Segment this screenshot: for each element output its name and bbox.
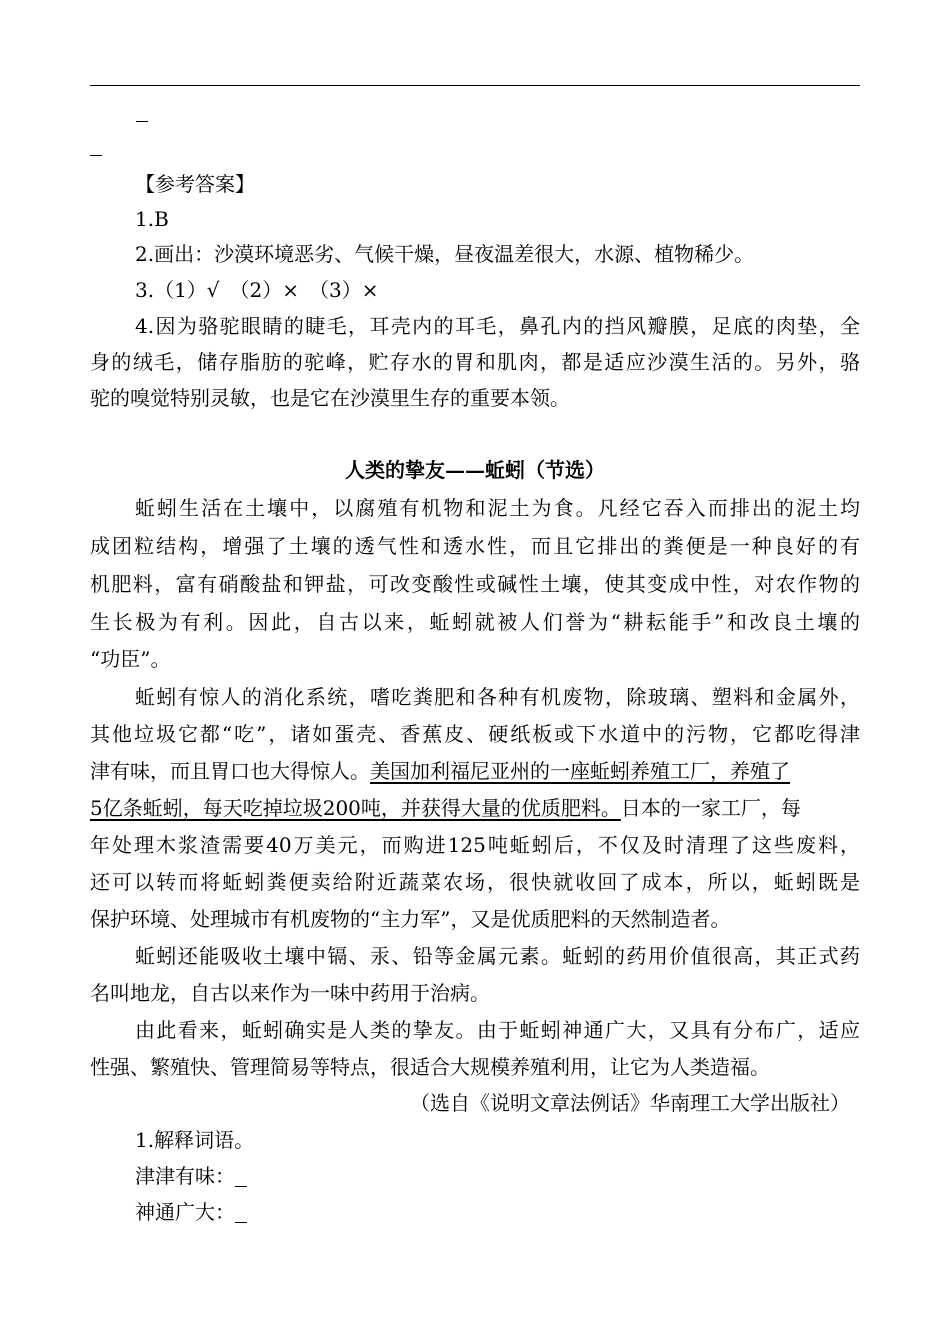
paragraph-2-line: 保护环境、处理城市有机废物的“主力军”，又是优质肥料的天然制造者。 [90, 907, 731, 931]
answer-blank[interactable] [235, 1164, 247, 1187]
answer-4-line: 驼的嗅觉特别灵敏，也是它在沙漠里生存的重要本领。 [90, 386, 570, 410]
term-2-label: 神通广大： [135, 1200, 235, 1224]
answer-blank [90, 155, 102, 156]
term-1-row [135, 1158, 860, 1194]
paragraph-3-line: 名叫地龙，自古以来作为一味中药用于治病。 [90, 981, 490, 1005]
underlined-text: 美国加利福尼亚州的一座蚯蚓养殖工厂，养殖了 [370, 759, 790, 783]
paragraph-4-line: 性强、繁殖快、管理简易等特点，很适合大规模养殖利用，让它为人类造福。 [90, 1055, 770, 1079]
paragraph-2-line [90, 790, 860, 826]
answer-blank [136, 121, 148, 122]
paragraph-1-line: 生长极为有利。因此，自古以来，蚯蚓就被人们誉为“耕耘能手”和改良土壤的 [90, 610, 860, 634]
paragraph-1-line: “功臣”。 [90, 647, 171, 671]
paragraph-2-line: 还可以转而将蚯蚓粪便卖给附近蔬菜农场，很快就收回了成本，所以，蚯蚓既是 [90, 870, 860, 894]
question-1: 1.解释词语。 [135, 1128, 255, 1152]
plain-text: 津有味，而且胃口也大得惊人。 [90, 759, 370, 783]
answer-heading: 【参考答案】 [135, 172, 255, 196]
term-1-label: 津津有味： [135, 1164, 235, 1188]
answer-2: 2.画出：沙漠环境恶劣、气候干燥，昼夜温差很大，水源、植物稀少。 [135, 242, 755, 266]
underlined-text: 5亿条蚯蚓，每天吃掉垃圾200吨，并获得大量的优质肥料。 [90, 796, 621, 820]
paragraph-2-line: 蚯蚓有惊人的消化系统，嗜吃粪肥和各种有机废物，除玻璃、塑料和金属外， [135, 685, 860, 709]
paragraph-4-line: 由此看来，蚯蚓确实是人类的挚友。由于蚯蚓神通广大，又具有分布广，适应 [135, 1018, 860, 1042]
answer-3: 3.（1）√ （2）× （3）× [135, 278, 379, 302]
paragraph-2-line: 其他垃圾它都“吃”，诸如蛋壳、香蕉皮、硬纸板或下水道中的污物，它都吃得津 [90, 722, 860, 746]
paragraph-2-line [90, 753, 860, 789]
answer-4-line: 4.因为骆驼眼睛的睫毛，耳壳内的耳毛，鼻孔内的挡风瓣膜，足底的肉垫，全 [135, 314, 860, 338]
paragraph-1-line: 蚯蚓生活在土壤中，以腐殖有机物和泥土为食。凡经它吞入而排出的泥土均 [135, 496, 860, 520]
plain-text: 日本的一家工厂，每 [620, 796, 801, 820]
paragraph-3-line: 蚯蚓还能吸收土壤中镉、汞、铅等金属元素。蚯蚓的药用价值很高，其正式药 [135, 944, 860, 968]
paragraph-1-line: 机肥料，富有硝酸盐和钾盐，可改变酸性或碱性土壤，使其变成中性，对农作物的 [90, 572, 860, 596]
answer-1: 1.B [135, 207, 169, 231]
paragraph-2-line: 年处理木浆渣需要40万美元，而购进125吨蚯蚓后，不仅及时清理了这些废料， [90, 833, 860, 857]
paragraph-1-line: 成团粒结构，增强了土壤的透气性和透水性，而且它排出的粪便是一种良好的有 [90, 534, 860, 558]
article-source: （选自《说明文章法例话》华南理工大学出版社） [410, 1091, 850, 1115]
term-2-row [135, 1194, 860, 1230]
article-title: 人类的挚友——蚯蚓（节选） [345, 458, 605, 482]
answer-blank[interactable] [235, 1200, 247, 1223]
top-rule [90, 85, 860, 86]
answer-4-line: 身的绒毛，储存脂肪的驼峰，贮存水的胃和肌肉，都是适应沙漠生活的。另外，骆 [90, 350, 860, 374]
